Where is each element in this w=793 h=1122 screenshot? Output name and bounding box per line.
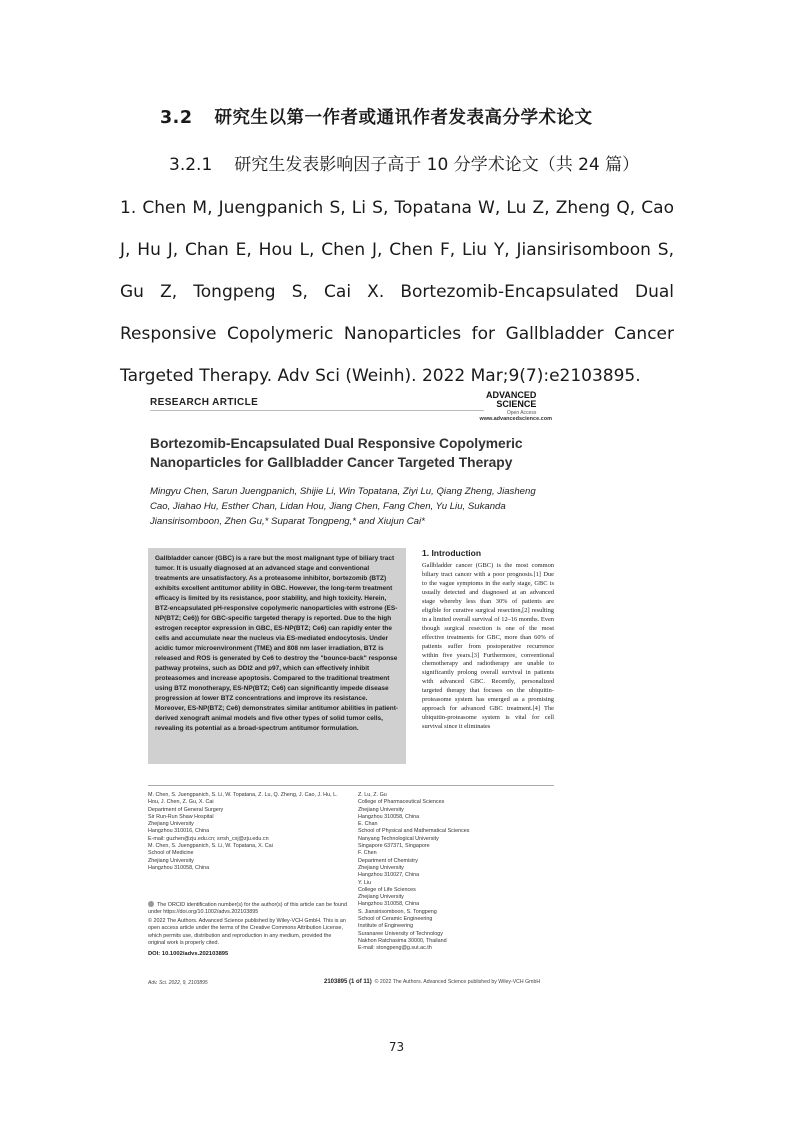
page-number: 73 (388, 1040, 405, 1054)
journal-url: www.advancedscience.com (479, 416, 552, 422)
citation-text: 1. Chen M, Juengpanich S, Li S, Topatana W, Lu Z, Zheng Q, Cao J, Hu J, Chan E, Hou L, Chen J, Chen F, Liu Y, Jiansirisomboon S, Gu Z, Tongpeng S, Cai X. Bortezomib-Encapsulated Dual Responsive Copolymeric Nanoparticles for Gallbladder Cancer Targeted Therapy. Adv Sci (Weinh). 2022 Mar;9(7):e2103895. (120, 198, 674, 386)
section-number: 3.2 (160, 108, 193, 128)
journal-logo (486, 391, 536, 418)
header-rule (150, 410, 484, 411)
section-title: 研究生以第一作者或通讯作者发表高分学术论文 (214, 108, 593, 128)
subsection-title: 研究生发表影响因子高于 10 分学术论文（共 24 篇） (234, 155, 640, 175)
logo-line-2: SCIENCE (496, 399, 537, 409)
orcid-text: The ORCID identification number(s) for the author(s) of this article can be found under https://doi.org/10.1002/advs.202103895 (148, 902, 347, 916)
article-first-page-image (120, 388, 556, 990)
affiliations-left: M. Chen, S. Juengpanich, S. Li, W. Topatana, Z. Lu, Q. Zheng, J. Cao, J. Hu, L. Hou, J. Chen, Z. Gu, X. Cai Department of General Surgery Sir Run-Run Shaw Hospital Zhejiang University Hangzhou 310016, China E-mail: guzhen@zju.edu.cn; srrsh_cxj@zju.edu.cn M. Chen, S. Juengpanich, S. Li, W. Topatana, X. Cai School of Medicine Zhejiang University Hangzhou 310058, China (148, 792, 338, 871)
article-page-label: 2103895 (1 of 11) (324, 979, 372, 985)
article-abstract: Gallbladder cancer (GBC) is a rare but the most malignant type of biliary tract tumor. It is usually diagnosed at an advanced stage and conventional treatments are unsatisfactory. As a proteasome inhibitor, bortezomib (BTZ) exhibits excellent antitumor ability in GBC. However, the long-term treatment efficacy is limited by its resistance, poor stability, and high toxicity. Herein, BTZ-encapsulated pH-responsive copolymeric nanoparticles with estrone (ES-NP(BTZ; Ce6)) for GBC-specific targeted therapy is reported. Due to the high estrogen receptor expression in GBC, ES-NP(BTZ; Ce6) can rapidly enter the cells and accumulate near the nucleus via ES-mediated endocytosis. Under acidic tumor microenvironment (TME) and 808 nm laser irradiation, BTZ is released and ROS is generated by Ce6 to destroy the "bounce-back" response pathway proteins, such as DDI2 and p97, which can effectively inhibit proteasomes and increase apoptosis. Compared to the traditional treatment using BTZ monotherapy, ES-NP(BTZ; Ce6) can significantly impede disease progression at lower BTZ concentrations and improve its resistance. Moreover, ES-NP(BTZ; Ce6) demonstrates similar antitumor abilities in patient-derived xenograft animal models and five other types of solid tumor cells, revealing its potential as a broad-spectrum antitumor formulation. (148, 548, 406, 764)
orcid-icon (148, 901, 154, 907)
copyright-note: © 2022 The Authors. Advanced Science published by Wiley-VCH GmbH. This is an open access article under the terms of the Creative Commons Attribution License, which permits use, distribution and reproduction in any medium, provided the original work is properly cited. (148, 918, 346, 946)
logo-sub: Open Access (506, 410, 537, 416)
article-authors: Mingyu Chen, Sarun Juengpanich, Shijie Li, Win Topatana, Ziyi Lu, Qiang Zheng, Jiasheng Cao, Jiahao Hu, Esther Chan, Lidan Hou, Jiang Chen, Fang Chen, Yu Liu, Sukanda Jiansirisomboon, Zhen Gu,* Suparat Tongpeng,* and Xiujun Cai* (150, 486, 536, 527)
section-heading (160, 104, 593, 129)
introduction-text: Gallbladder cancer (GBC) is the most common biliary tract cancer with a poor prognosis.[1] Due to the vague symptoms in the early stage, GBC is usually detected and diagnosed at an advanced stage whereby less than 30% of patients are eligible for curative surgical resection,[2] resulting in a limited overall survival of 12–16 months. Even though surgical resection is one of the most effective treatments for GBC, more than 60% of patients suffer from postoperative recurrence within five years.[3] Furthermore, conventional chemotherapy and radiotherapy are unable to significantly prolong overall survival in patients with advanced GBC. Recently, personalized targeted therapy that focuses on the ubiquitin-proteasome system has emerged as a promising approach for advanced GBC treatment.[4] The ubiquitin-proteasome system is vital for cell survival since it eliminates (422, 562, 554, 731)
article-title: Bortezomib-Encapsulated Dual Responsive Copolymeric Nanoparticles for Gallbladder Cancer Targeted Therapy (150, 436, 523, 470)
article-footer-right (324, 979, 540, 985)
introduction-heading: 1. Introduction (422, 548, 482, 558)
subsection-number: 3.2.1 (169, 155, 213, 175)
article-doi: DOI: 10.1002/advs.202103895 (148, 951, 229, 957)
article-footer-citation: Adv. Sci. 2022, 9, 2103895 (148, 980, 208, 986)
orcid-note (148, 901, 348, 917)
article-type-label: RESEARCH ARTICLE (150, 397, 259, 408)
article-footer-copyright: © 2022 The Authors. Advanced Science published by Wiley-VCH GmbH (374, 979, 541, 985)
affiliations-right: Z. Lu, Z. Gu College of Pharmaceutical Sciences Zhejiang University Hangzhou 310058, China E. Chan School of Physical and Mathematical Sciences Nanyang Technological University Singapore 637371, Singapore F. Chen Department of Chemistry Zhejiang University Hangzhou 310027, China Y. Liu College of Life Sciences Zhejiang University Hangzhou 310058, China S. Jiansirisomboon, S. Tongpeng School of Ceramic Engineering Institute of Engineering Suranaree University of Technology Nakhon Ratchasima 30000, Thailand E-mail: stongpeng@g.sut.ac.th (358, 792, 470, 952)
logo-line-1: ADVANCED (486, 390, 537, 400)
subsection-heading (169, 150, 639, 175)
footnote-rule (148, 785, 554, 786)
